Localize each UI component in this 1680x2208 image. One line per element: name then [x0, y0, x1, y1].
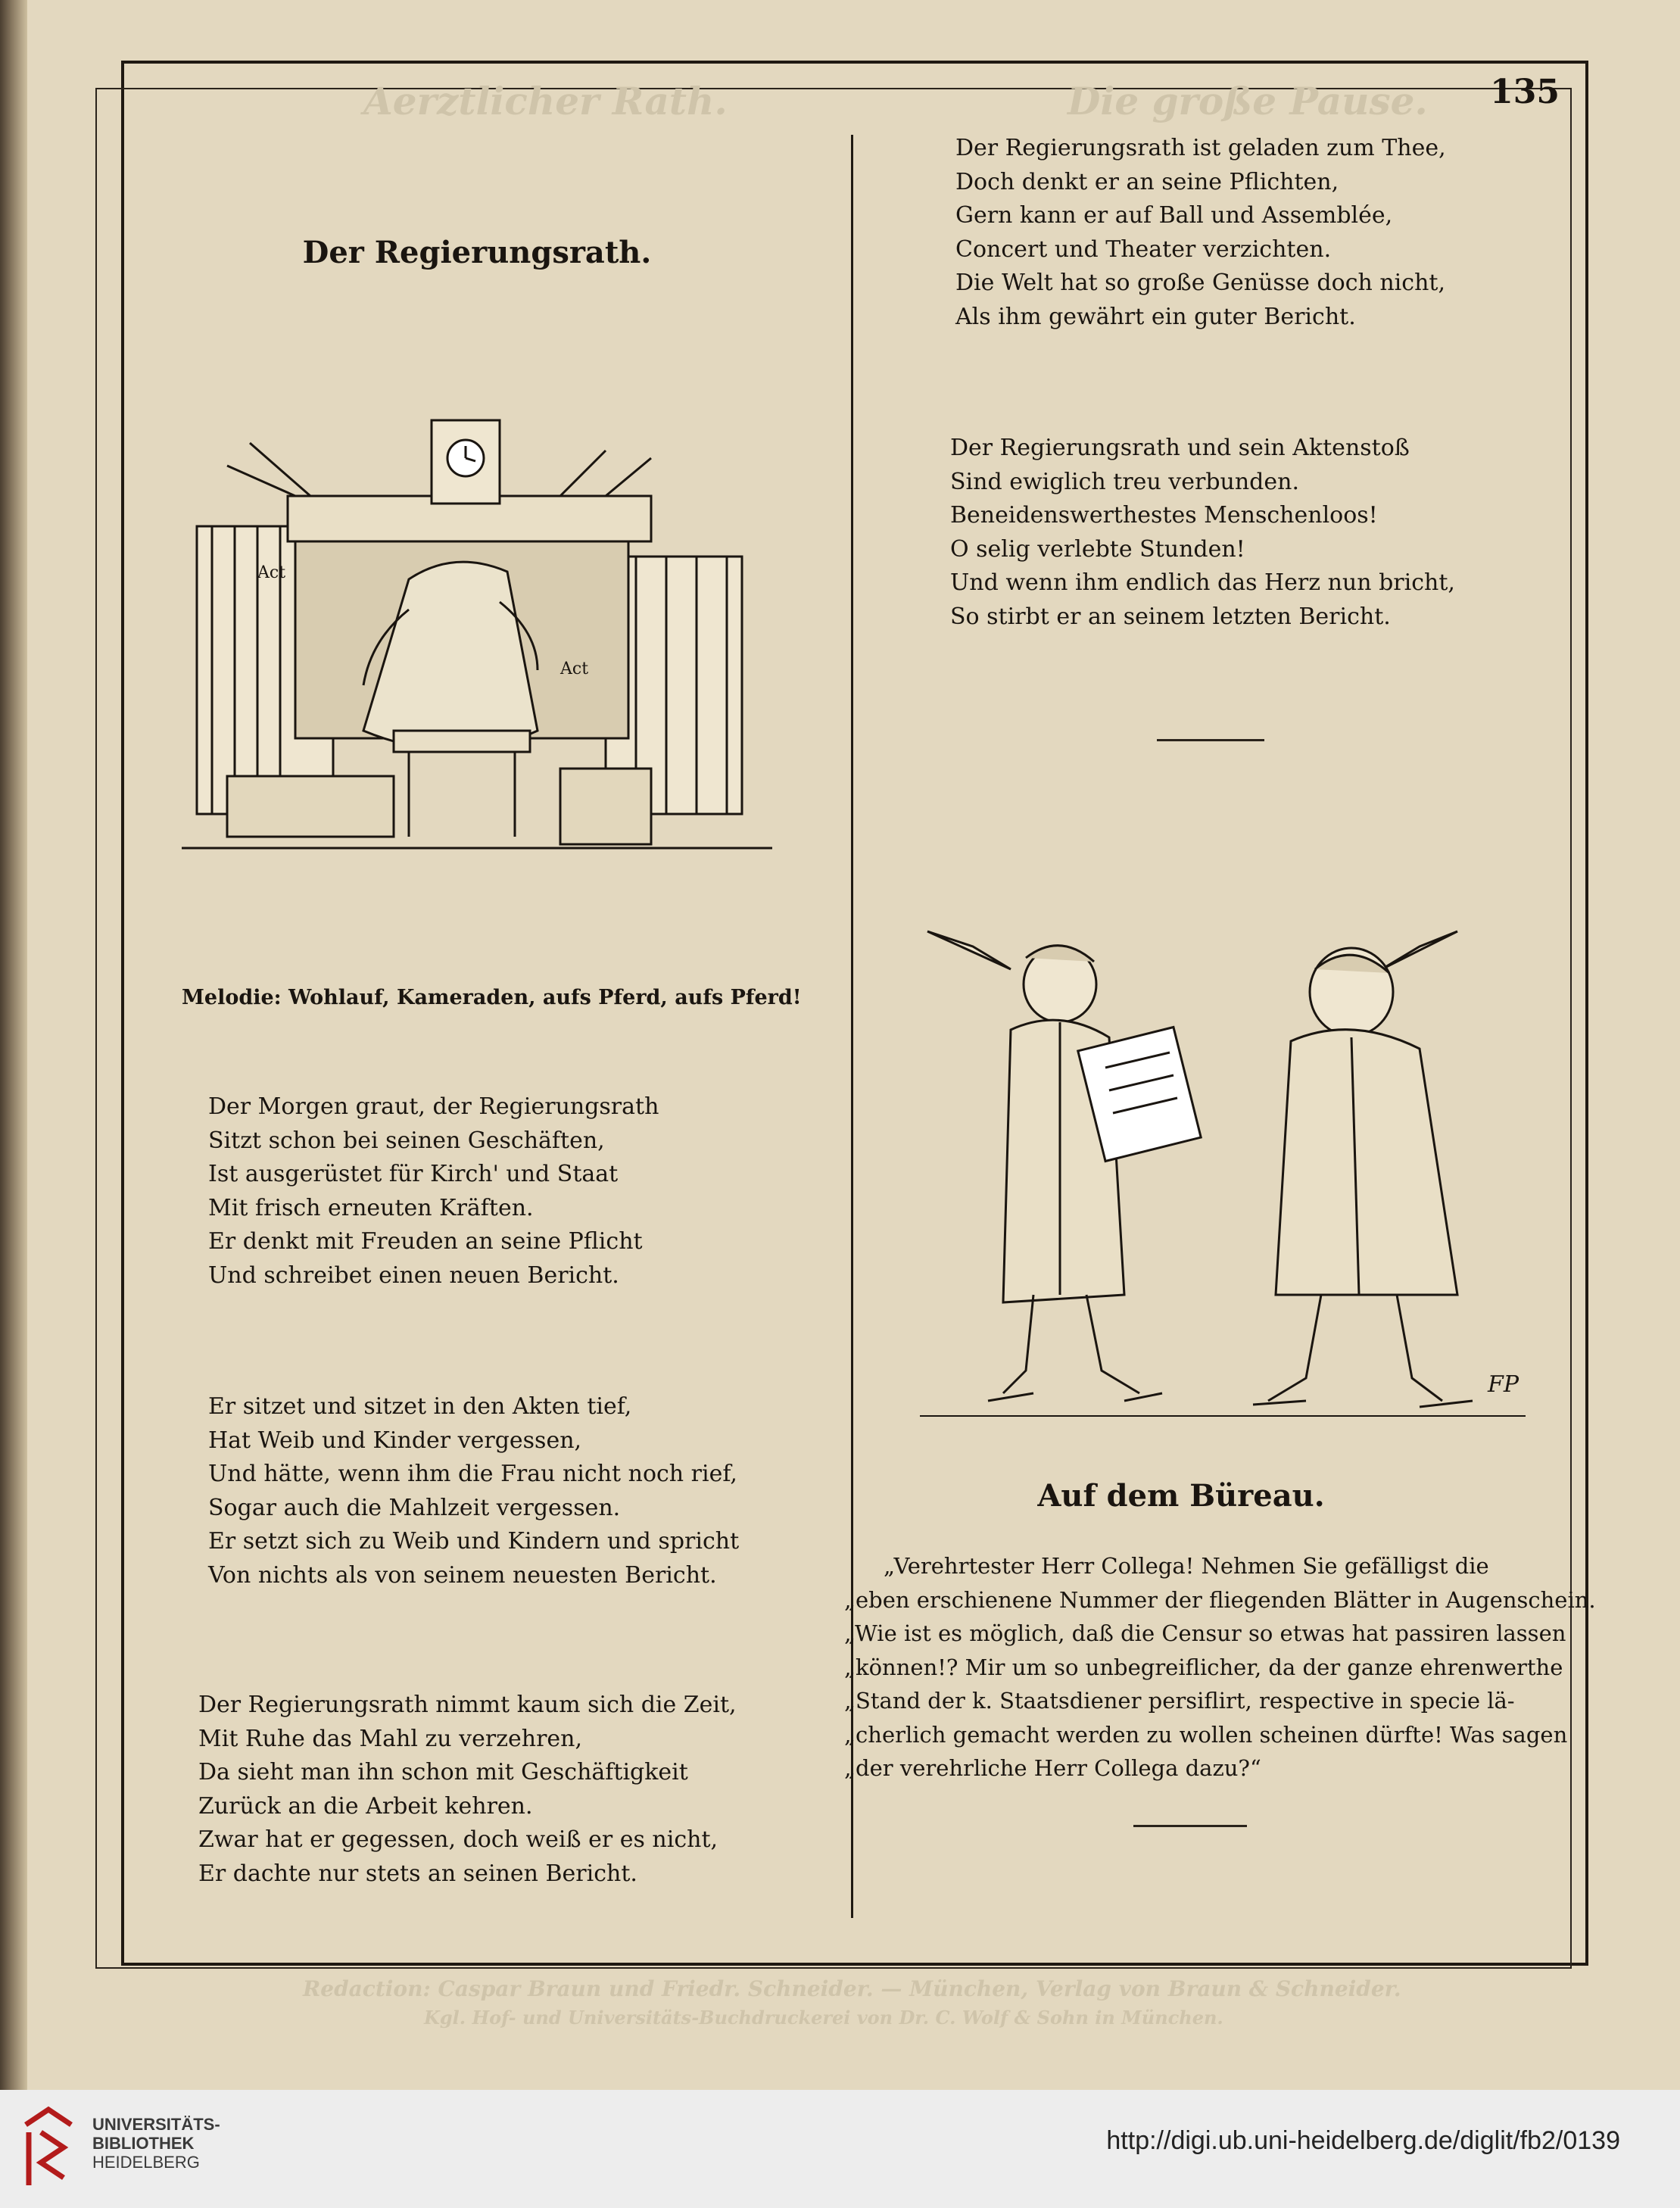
poem-stanza-3	[198, 1689, 737, 1891]
verse-line: Als ihm gewährt ein guter Bericht.	[955, 303, 1356, 330]
logo-line: BIBLIOTHEK	[92, 2134, 195, 2153]
section-divider	[1157, 739, 1264, 741]
verse-line: Da sieht man ihn schon mit Geschäftigkeit	[198, 1759, 688, 1785]
bleed-through-header-right: Die große Pause.	[1068, 79, 1428, 123]
melody-line: Melodie: Wohlauf, Kameraden, aufs Pferd, aufs Pferd!	[182, 986, 802, 1009]
svg-text:Act: Act	[257, 563, 286, 582]
verse-line: Er sitzet und sitzet in den Akten tief,	[208, 1393, 632, 1420]
verse-line: Von nichts als von seinem neuesten Bericht.	[208, 1561, 717, 1589]
logo-line: HEIDELBERG	[92, 2153, 200, 2172]
book-spine-shadow	[0, 0, 27, 2090]
prose-line: „Stand der k. Staatsdiener persiflirt, respective in specie lä-	[844, 1688, 1515, 1714]
illustration-signature: FP	[1488, 1371, 1519, 1398]
prose-line: „eben erschienene Nummer der fliegenden Blätter in Augenschein.	[844, 1586, 1596, 1613]
article-title: Auf dem Büreau.	[1037, 1478, 1325, 1514]
clerk-at-desk-illustration	[182, 413, 772, 859]
bleed-through-header-left: Aerztlicher Rath.	[363, 79, 728, 123]
poem-stanza-4	[955, 132, 1446, 334]
verse-line: Der Regierungsrath und sein Aktenstoß	[950, 435, 1410, 461]
verse-line: Ist ausgerüstet für Kirch' und Staat	[208, 1161, 619, 1187]
verse-line: Der Morgen graut, der Regierungsrath	[208, 1093, 659, 1120]
verse-line: Er dachte nur stets an seinen Bericht.	[198, 1860, 637, 1887]
permalink-url[interactable]: http://digi.ub.uni-heidelberg.de/diglit/fb2/0139	[1106, 2126, 1620, 2155]
verse-line: Mit frisch erneuten Kräften.	[208, 1194, 534, 1221]
prose-line: „Wie ist es möglich, daß die Censur so etwas hat passiren lassen	[844, 1620, 1566, 1646]
verse-line: Und wenn ihm endlich das Herz nun bricht,	[950, 569, 1455, 596]
poem-title: Der Regierungsrath.	[302, 235, 652, 270]
prose-line: „der verehrliche Herr Collega dazu?“	[844, 1755, 1261, 1781]
verse-line: Und schreibet einen neuen Bericht.	[208, 1261, 619, 1289]
verse-line: Die Welt hat so große Genüsse doch nicht,	[955, 270, 1445, 296]
logo-line: UNIVERSITÄTS-	[92, 2115, 220, 2134]
two-officials-illustration	[897, 916, 1548, 1439]
poem-stanza-1	[208, 1090, 659, 1293]
page-number: 135	[1490, 73, 1560, 111]
prose-line: „Verehrtester Herr Collega! Nehmen Sie gefälligst die	[884, 1553, 1489, 1579]
library-logo-text	[92, 2115, 220, 2172]
bleed-through-footer: Redaction: Caspar Braun und Friedr. Schneider. — München, Verlag von Braun & Schneider.	[303, 1976, 1401, 2001]
svg-text:Act: Act	[560, 660, 589, 678]
verse-line: Zurück an die Arbeit kehren.	[198, 1792, 533, 1820]
article-text	[844, 1549, 1596, 1785]
verse-line: Beneidenswerthestes Menschenloos!	[950, 502, 1378, 529]
verse-line: Sind ewiglich treu verbunden.	[950, 468, 1300, 495]
verse-line: Gern kann er auf Ball und Assemblée,	[955, 202, 1393, 229]
end-divider	[1133, 1825, 1247, 1827]
bleed-through-footer-printer: Kgl. Hof- und Universitäts-Buchdruckerei von Dr. C. Wolf & Sohn in München.	[424, 2007, 1223, 2029]
verse-line: Concert und Theater verzichten.	[955, 235, 1332, 263]
verse-line: Hat Weib und Kinder vergessen,	[208, 1427, 582, 1454]
verse-line: Er denkt mit Freuden an seine Pflicht	[208, 1228, 643, 1255]
verse-line: Zwar hat er gegessen, doch weiß er es nicht,	[198, 1826, 718, 1853]
verse-line: Und hätte, wenn ihm die Frau nicht noch rief,	[208, 1461, 737, 1487]
poem-stanza-5	[950, 432, 1455, 634]
ub-heidelberg-logo-icon	[18, 2102, 79, 2196]
prose-line: „cherlich gemacht werden zu wollen scheinen dürfte! Was sagen	[844, 1721, 1568, 1748]
verse-line: O selig verlebte Stunden!	[950, 535, 1245, 563]
verse-line: Sogar auch die Mahlzeit vergessen.	[208, 1494, 621, 1521]
verse-line: So stirbt er an seinem letzten Bericht.	[950, 603, 1391, 630]
prose-line: „können!? Mir um so unbegreiflicher, da der ganze ehrenwerthe	[844, 1654, 1563, 1680]
poem-stanza-2	[208, 1390, 739, 1592]
verse-line: Sitzt schon bei seinen Geschäften,	[208, 1127, 605, 1154]
verse-line: Der Regierungsrath nimmt kaum sich die Zeit,	[198, 1692, 737, 1718]
verse-line: Doch denkt er an seine Pflichten,	[955, 168, 1339, 195]
verse-line: Er setzt sich zu Weib und Kindern und spricht	[208, 1528, 740, 1555]
verse-line: Der Regierungsrath ist geladen zum Thee,	[955, 135, 1446, 161]
verse-line: Mit Ruhe das Mahl zu verzehren,	[198, 1725, 583, 1752]
